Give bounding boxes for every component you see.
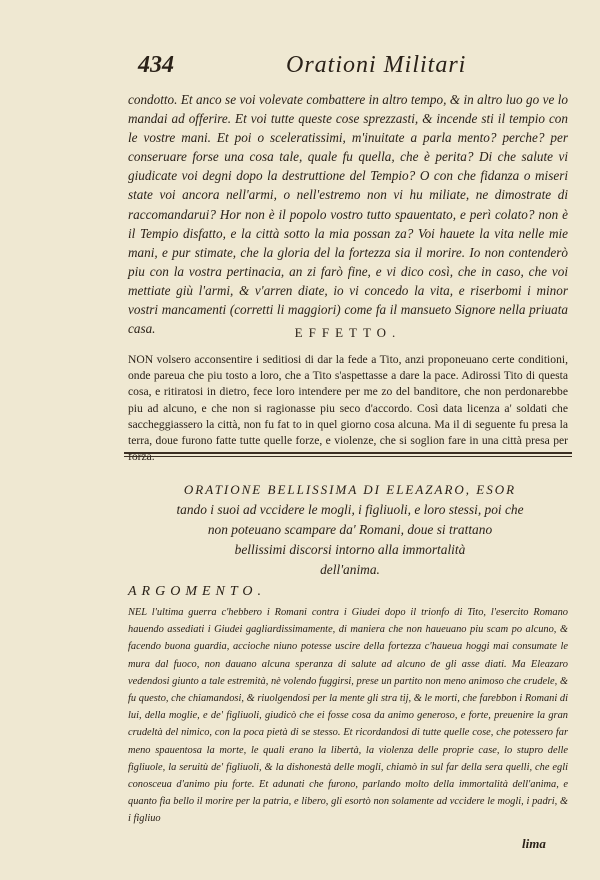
catchword: lima <box>522 836 546 851</box>
oration-title-line-2: tando i suoi ad vccidere le mogli, i figliuoli, e loro stessi, poi che <box>176 502 524 517</box>
oration-title-line-5: dell'anima. <box>320 562 380 577</box>
effetto-text: NON volsero acconsentire i seditiosi di dar la fede a Tito, anzi proponeuano certe conditioni, onde pareua che piu tosto a loro, che a Tito s'aspettasse a dare la pace. Adirossi Tito di questa cosa, e ritiratosi in dietro, fece loro intendere per me zo del banditore, che non perdonarebbe piu ad alcuno, e che non si ragionasse piu seco d'accordo. Così data licenza a' soldati che saccheggiassero la città, non fu fat to in quel giorno cosa alcuna. Ma il di seguente fu presa la terra, doue furono fatte tutte quelle forze, e violenze, che si soglion fare in una città presa per forza. <box>128 353 568 464</box>
oration-title-line-4: bellissimi discorsi intorno alla immortalità <box>234 542 466 557</box>
argomento-heading: ARGOMENTO. <box>128 584 267 599</box>
page-number: 434 <box>138 52 174 78</box>
section-divider <box>124 452 572 454</box>
argomento-text: NEL l'ultima guerra c'hebbero i Romani contra i Giudei dopo il trionfo di Tito, l'esercito Romano hauendo assediati i Giudei gagliardissimamente, di maniera che non haueuano piu scam po alcuno, & facendo buona guardia, accioche niuno potesse uscire della fortezza c'haueua hoggi mai consumate le mura dal fuoco, non dauano alcuna speranza di salute ad alcuno de gli asse diati. Ma Eleazaro vedendosi giunto a tale estremità, nè volendo fuggirsi, prese un partito non meno animoso che crudele, & fu questo, che chiamandosi, & riuolgendosi per la mente gli stra tij, & le morti, che farebbon i Romani di lui, della moglie, e de' figliuoli, giudicò che ei fosse cosa da animo generoso, e forte, preuenire la gran crudeltà del nimico, con la poca pietà di se stesso. Et ricordandosi di tutte quelle cose, che potessero far meno spauentosa la morte, le quali erano la libertà, la violenza delle proprie case, lo stupro delle figliuole, la seruitù de' figliuoli, & la dishonestà delle mogli, chiamò in sul far della sera quelli, che egli conosceua d'animo piu forte. Et adunati che furono, parlando molto della immortalità dell'anima, e quanto fia bello il morire per la patria, e libero, gli esortò non solamente ad vccidere le mogli, i padri, & i figliuo <box>128 607 568 825</box>
page-header <box>138 52 558 86</box>
running-title: Orationi Militari <box>286 52 467 78</box>
effetto-heading: EFFETTO. <box>294 325 402 340</box>
oration-title-caps: ORATIONE BELLISSIMA DI ELEAZARO, ESOR <box>183 482 517 497</box>
section-divider-thin <box>124 456 572 457</box>
oration-title <box>132 480 568 580</box>
oration-paragraph: condotto. Et anco se voi volevate combattere in altro tempo, & in altro luo go ve lo mandai ad offerire. Et voi tutte queste cose sprezzasti, & incende sti il tempio con le vostre mani. Et poi o sceleratissimi, m'inuitate a parla mento? perche? per conseruare forse una cosa tale, quale fu quella, che è perita? Di che salute vi giudicate voi degni dopo la destruttione del Tempio? O con che fidanza o miseri state voi ancora nell'armi, o nell'estremo non vi hu miliate, ne dimostrate di raccomandarui? Hor non è il popolo vostro tutto spauentato, e perì colato? non è il Tempio disfatto, e la città sotto la mia possan za? Voi hauete la vita nelle mie mani, e pur stimate, che la gloria del la fortezza sia il morire. Io non contenderò piu con la vostra pertinacia, an zi farò fine, e vi dico così, che in caso, che voi mettiate giù l'armi, & v'arren diate, io vi concedo la vita, e riserbomi i minor vostri mancamenti (corretti li maggiori) come fa il mansueto Signore nella priuata casa. <box>128 92 568 337</box>
oration-title-line-3: non poteuano scampare da' Romani, doue si trattano <box>207 522 493 537</box>
